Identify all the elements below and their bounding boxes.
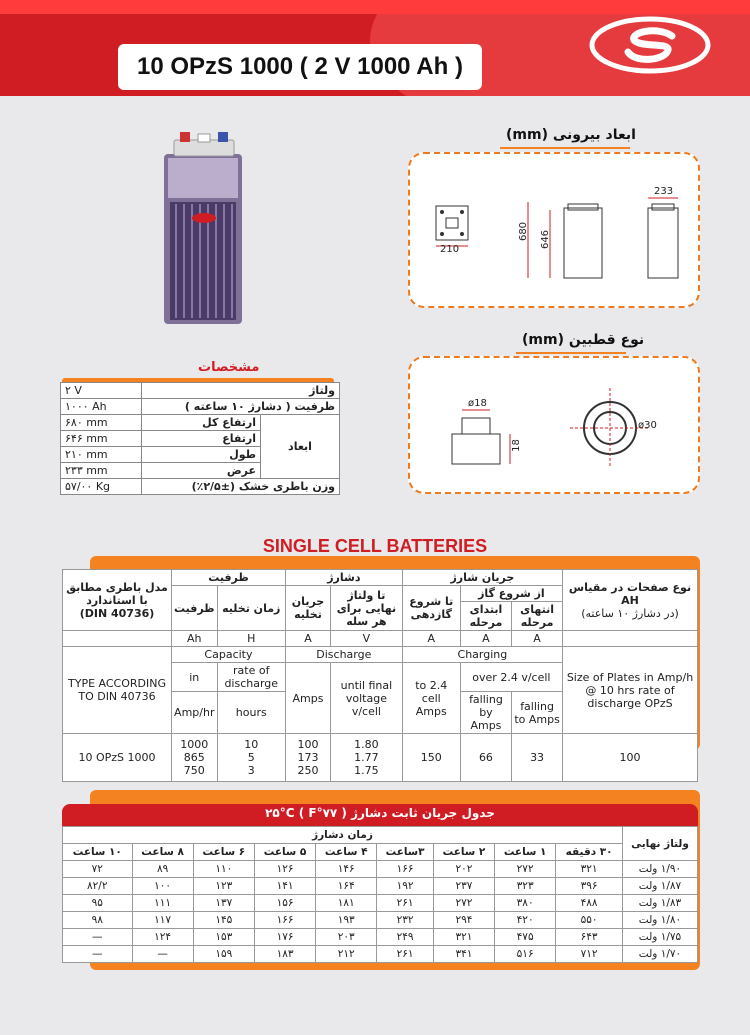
final-voltage-head: ولتاژ نهایی (623, 827, 698, 861)
constant-current-title: جدول جریان ثابت دشارژ ( ۷۷°F ) ۲۵°C (265, 806, 495, 820)
dim-label-680: 680 (518, 221, 530, 242)
table-cell: ۸۲/۲ (63, 878, 133, 895)
table-cell: ۵۱۶ (495, 946, 556, 963)
unit-a: A (512, 631, 563, 647)
unit-a: A (460, 631, 511, 647)
spec-label: طول (142, 447, 261, 463)
fa-cap-col: ظرفیت (172, 586, 218, 631)
row-voltage: ۱/۹۰ ولت (623, 861, 698, 878)
en-in: in (172, 663, 218, 692)
table-cell: ۲۶۱ (377, 946, 434, 963)
table-cell: ۱۵۹ (193, 946, 254, 963)
table-cell: ۱۴۶ (316, 861, 377, 878)
row-model: 10 OPzS 1000 (63, 734, 172, 782)
dimensions-underline (500, 147, 630, 149)
column-header: ۶ ساعت (193, 844, 254, 861)
spec-group-label: ابعاد (261, 415, 340, 479)
column-header: ۴ ساعت (316, 844, 377, 861)
spec-label: وزن باطری خشک (±۲/۵٪) (142, 479, 340, 495)
row-voltage: ۱/۸۷ ولت (623, 878, 698, 895)
table-cell: ۱۱۷ (132, 912, 193, 929)
row-amps: 100 173 250 (285, 734, 330, 782)
table-row (63, 647, 698, 663)
table-cell: ۳۹۶ (556, 878, 623, 895)
column-header: ۳ساعت (377, 844, 434, 861)
table-row (63, 912, 698, 929)
table-cell: ۳۴۱ (433, 946, 494, 963)
table-cell: ۲۰۲ (433, 861, 494, 878)
table-cell: ۳۲۳ (495, 878, 556, 895)
table-cell: ۸۹ (132, 861, 193, 878)
dimensions-title: ابعاد بیرونی (mm) (506, 127, 636, 143)
dimension-drawing (410, 154, 698, 306)
page-title: 10 OPzS 1000 ( 2 V 1000 Ah ) (118, 44, 482, 90)
fa-disch-current-col: جریان تخلیه (285, 586, 330, 631)
terminal-title: نوع قطبین (mm) (522, 332, 645, 348)
table-cell: ۴۸۸ (556, 895, 623, 912)
en-falling-by: falling by Amps (460, 692, 511, 734)
table-cell: ۶۴۳ (556, 929, 623, 946)
table-row (63, 946, 698, 963)
table-cell: ۲۷۲ (495, 861, 556, 878)
table-cell: ۱۸۳ (254, 946, 315, 963)
table-cell: — (132, 946, 193, 963)
table-cell: ۱۳۷ (193, 895, 254, 912)
fa-plates-sub: (در دشارژ ۱۰ ساعته) (581, 606, 679, 620)
battery-image (160, 132, 248, 328)
table-row (63, 827, 698, 844)
spec-value: ۵۷/۰۰ Kg (61, 479, 142, 495)
table-cell: ۱۵۳ (193, 929, 254, 946)
table-row (61, 383, 340, 399)
unit-a: A (402, 631, 460, 647)
unit-empty (563, 631, 698, 647)
table-row (61, 399, 340, 415)
fa-din-label: (DIN 40736) (79, 606, 155, 620)
fa-charging-head: جریان شارژ (402, 570, 562, 586)
en-falling-to: falling to Amps (512, 692, 563, 734)
column-header: ۳۰ دقیقه (556, 844, 623, 861)
unit-v: V (331, 631, 403, 647)
fa-capacity-head: ظرفیت (172, 570, 286, 586)
table-cell: ۱۵۶ (254, 895, 315, 912)
table-cell: ۳۲۱ (433, 929, 494, 946)
spec-label: ارتفاع کل (142, 415, 261, 431)
spec-value: ۲۱۰ mm (61, 447, 142, 463)
en-rate: rate of discharge (217, 663, 285, 692)
en-capacity-head: Capacity (172, 647, 286, 663)
row-voltage: ۱/۷۵ ولت (623, 929, 698, 946)
table-cell: ۱۶۶ (254, 912, 315, 929)
table-cell: ۲۳۲ (377, 912, 434, 929)
table-row (63, 895, 698, 912)
fa-plates-label: نوع صفحات در مقیاس AH (568, 580, 692, 607)
fa-discharge-head: دشارژ (285, 570, 402, 586)
brand-logo (588, 14, 712, 76)
row-to-gas: 150 (402, 734, 460, 782)
table-cell: ۹۵ (63, 895, 133, 912)
row-voltage: ۱/۸۳ ولت (623, 895, 698, 912)
table-cell: ۷۲ (63, 861, 133, 878)
table-cell: ۹۸ (63, 912, 133, 929)
terminal-underline (516, 352, 626, 354)
header-stripe (0, 0, 750, 14)
table-row (63, 631, 698, 647)
table-cell: ۱۲۶ (254, 861, 315, 878)
table-row (63, 878, 698, 895)
fa-from-gas-head: از شروع گاز (460, 586, 562, 602)
en-type-label: TYPE ACCORDING TO DIN 40736 (63, 647, 172, 734)
terminal-label-18-height: 18 (510, 439, 522, 452)
table-row (63, 570, 698, 586)
table-cell: ۱۲۳ (193, 878, 254, 895)
table-cell: ۱۷۶ (254, 929, 315, 946)
table-cell: ۵۵۰ (556, 912, 623, 929)
column-header: ۵ ساعت (254, 844, 315, 861)
spec-value: ۶۸۰ mm (61, 415, 142, 431)
row-final-v: 1.80 1.77 1.75 (331, 734, 403, 782)
fa-time-col: زمان تخلیه (217, 586, 285, 631)
spec-value: ۲۳۳ mm (61, 463, 142, 479)
terminal-label-18-diameter: ø18 (468, 398, 487, 409)
table-cell: ۱۹۲ (377, 878, 434, 895)
dim-label-646: 646 (540, 229, 552, 250)
table-row (63, 734, 698, 782)
row-voltage: ۱/۸۰ ولت (623, 912, 698, 929)
fa-end-stage-col: انتهای مرحله (512, 602, 563, 631)
table-cell: ۲۷۲ (433, 895, 494, 912)
table-cell: ۲۴۹ (377, 929, 434, 946)
table-cell: ۱۴۱ (254, 878, 315, 895)
en-charging-head: Charging (402, 647, 562, 663)
table-cell: ۳۲۱ (556, 861, 623, 878)
table-cell: ۲۰۳ (316, 929, 377, 946)
en-final-v: until final voltage v/cell (331, 663, 403, 734)
table-cell: ۱۶۶ (377, 861, 434, 878)
unit-ah: Ah (172, 631, 218, 647)
table-cell: ۲۳۷ (433, 878, 494, 895)
table-cell: ۱۱۱ (132, 895, 193, 912)
row-voltage: ۱/۷۰ ولت (623, 946, 698, 963)
row-end: 33 (512, 734, 563, 782)
table-cell: ۱۹۳ (316, 912, 377, 929)
fa-model-label: مدل باطری مطابق با استاندارد (66, 580, 168, 607)
column-header: ۱ ساعت (495, 844, 556, 861)
page-header (0, 0, 750, 96)
discharge-time-head: زمان دشارژ (63, 827, 623, 844)
table-row (63, 929, 698, 946)
unit-a: A (285, 631, 330, 647)
spec-label: ظرفیت ( دشارژ ۱۰ ساعته ) (142, 399, 340, 415)
table-row (61, 415, 340, 431)
column-header: ۱۰ ساعت (63, 844, 133, 861)
table-cell: ۲۱۲ (316, 946, 377, 963)
table-cell: ۱۶۴ (316, 878, 377, 895)
fa-start-stage-col: ابتدای مرحله (460, 602, 511, 631)
specs-title: مشخصات (198, 360, 260, 375)
dimensions-box (408, 152, 700, 308)
en-amphr: Amp/hr (172, 692, 218, 734)
single-cell-title: SINGLE CELL BATTERIES (262, 536, 488, 556)
spec-label: ارتفاع (142, 431, 261, 447)
en-discharge-head: Discharge (285, 647, 402, 663)
spec-label: ولتاژ (142, 383, 340, 399)
table-cell: ۱۴۵ (193, 912, 254, 929)
table-cell: ۱۰۰ (132, 878, 193, 895)
table-cell: ۱۲۴ (132, 929, 193, 946)
column-header: ۲ ساعت (433, 844, 494, 861)
table-cell: ۳۸۰ (495, 895, 556, 912)
en-plates-label: Size of Plates in Amp/h @ 10 hrs rate of discharge OPzS (563, 647, 698, 734)
table-row (63, 861, 698, 878)
table-row (61, 479, 340, 495)
en-hours: hours (217, 692, 285, 734)
spec-value: ۶۴۶ mm (61, 431, 142, 447)
row-start: 66 (460, 734, 511, 782)
table-cell: — (63, 946, 133, 963)
single-cell-table (62, 569, 698, 782)
fa-to-gas-col: تا شروع گازدهی (402, 586, 460, 631)
row-hours: 10 5 3 (217, 734, 285, 782)
specs-table (60, 382, 340, 495)
spec-value: ۲ V (61, 383, 142, 399)
row-capacity: 1000 865 750 (172, 734, 218, 782)
fa-final-voltage-col: تا ولتاژ نهایی برای هر سله (331, 586, 403, 631)
spec-value: ۱۰۰۰ Ah (61, 399, 142, 415)
en-amps: Amps (285, 663, 330, 734)
unit-h: H (217, 631, 285, 647)
table-row (63, 844, 698, 861)
unit-empty (63, 631, 172, 647)
terminal-box (408, 356, 700, 494)
table-cell: ۲۹۴ (433, 912, 494, 929)
table-cell: ۴۷۵ (495, 929, 556, 946)
fa-model-cell (63, 570, 172, 631)
fa-plates-cell (563, 570, 698, 631)
column-header: ۸ ساعت (132, 844, 193, 861)
table-cell: ۱۸۱ (316, 895, 377, 912)
row-plates: 100 (563, 734, 698, 782)
dim-label-233: 233 (654, 186, 674, 197)
table-cell: ۴۲۰ (495, 912, 556, 929)
constant-current-table (62, 826, 698, 963)
spec-label: عرض (142, 463, 261, 479)
table-cell: ۱۱۰ (193, 861, 254, 878)
table-cell: — (63, 929, 133, 946)
table-cell: ۲۶۱ (377, 895, 434, 912)
terminal-label-30: ø30 (638, 420, 657, 431)
en-over24: over 2.4 v/cell (460, 663, 562, 692)
table-cell: ۷۱۲ (556, 946, 623, 963)
dim-label-210: 210 (440, 244, 460, 255)
en-to24: to 2.4 cell Amps (402, 663, 460, 734)
